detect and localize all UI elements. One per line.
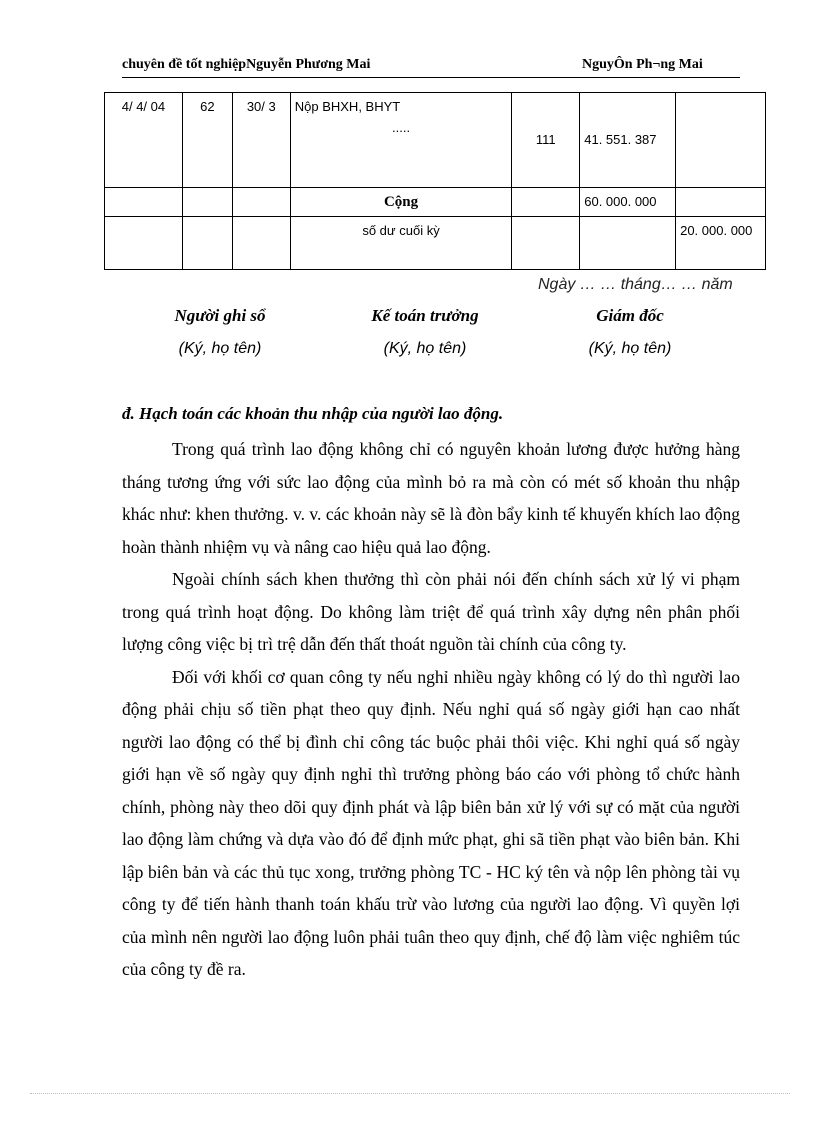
signature-role: Kế toán trưởng	[371, 306, 479, 325]
empty-cell	[232, 217, 290, 270]
empty-cell	[676, 188, 766, 217]
empty-cell	[182, 188, 232, 217]
signature-block-director	[530, 306, 730, 358]
cell-date: 4/ 4/ 04	[105, 93, 183, 188]
empty-cell	[512, 188, 580, 217]
header-right-text: NguyÔn Ph¬ng Mai	[582, 57, 703, 72]
paragraph: Trong quá trình lao động không chỉ có nguyên khoản lương được hưởng hàng tháng tương ứng với sức lao động của mình bỏ ra mà còn có mét số khoản thu nhập khác như: khen thưởng. v. v. các khoản này sẽ là đòn bẩy kinh tế khuyến khích lao động hoàn thành nhiệm vụ và nâng cao hiệu quả lao động.	[122, 439, 740, 557]
signature-note: (Ký, họ tên)	[588, 340, 672, 357]
signature-note: (Ký, họ tên)	[383, 340, 467, 357]
cell-number: 62	[182, 93, 232, 188]
cell-description	[290, 93, 512, 188]
cell-amount: 41. 551. 387	[580, 93, 676, 188]
signature-note: (Ký, họ tên)	[178, 340, 262, 357]
body-text	[122, 433, 740, 986]
ledger-table	[104, 92, 766, 270]
empty-cell	[105, 188, 183, 217]
signature-role: Giám đốc	[596, 306, 664, 325]
section-title: đ. Hạch toán các khoản thu nhập của người lao động.	[122, 404, 504, 423]
empty-cell	[512, 217, 580, 270]
description-text: Nộp BHXH, BHYT	[294, 99, 401, 114]
empty-cell	[105, 217, 183, 270]
paragraph: Ngoài chính sách khen thưởng thì còn phải nói đến chính sách xử lý vi phạm trong quá trình hoạt động. Do không làm triệt để quá trình xây dựng nên phân phối lượng công việc bị trì trệ dẫn đến thất thoát nguồn tài chính của công ty.	[122, 569, 740, 654]
signature-role: Người ghi sổ	[174, 306, 266, 325]
paragraph: Đối với khối cơ quan công ty nếu nghỉ nhiều ngày không có lý do thì người lao động phải chịu số tiền phạt theo quy định. Nếu nghỉ quá số ngày giới hạn cao nhất người lao động có thể bị đình chỉ công tác buộc phải thôi việc. Khi nghỉ quá số ngày giới hạn về số ngày quy định nghỉ thì trưởng phòng báo cáo với phòng tổ chức hành chính, phòng này theo dõi quy định phát và lập biên bản xử lý với sự có mặt của người lao động làm chứng và dựa vào đó để định mức phạt, ghi sã tiền phạt vào biên bản. Khi lập biên bản và các thủ tục xong, trưởng phòng TC - HC ký tên và nộp lên phòng tài vụ công ty để tiến hành thanh toán khấu trừ vào lương của người lao động. Vì quyền lợi của mình nên người lao động luôn phải tuân theo quy định, chế độ làm việc nghiêm túc của công ty đề ra.	[122, 666, 740, 979]
empty-cell	[232, 188, 290, 217]
empty-cell	[182, 217, 232, 270]
cell-doc-date: 30/ 3	[232, 93, 290, 188]
cell-balance	[676, 93, 766, 188]
description-dots: .....	[392, 120, 411, 135]
signature-block-chief-accountant	[325, 306, 525, 358]
cell-closing-balance: 20. 000. 000	[676, 217, 766, 270]
signature-block-recorder	[120, 306, 320, 358]
cell-total-amount: 60. 000. 000	[580, 188, 676, 217]
empty-cell	[580, 217, 676, 270]
cell-account: 111	[512, 93, 580, 188]
table-row	[105, 93, 766, 188]
table-row	[105, 188, 766, 217]
cell-total-label: Cộng	[290, 188, 512, 217]
bottom-divider	[30, 1093, 790, 1094]
cell-closing-label: số dư cuối kỳ	[290, 217, 512, 270]
table-row	[105, 217, 766, 270]
date-line: Ngày … … tháng… … năm	[538, 276, 733, 293]
page-header	[122, 57, 740, 78]
header-left-text: chuyên đề tốt nghiệpNguyễn Phương Mai	[122, 57, 371, 72]
